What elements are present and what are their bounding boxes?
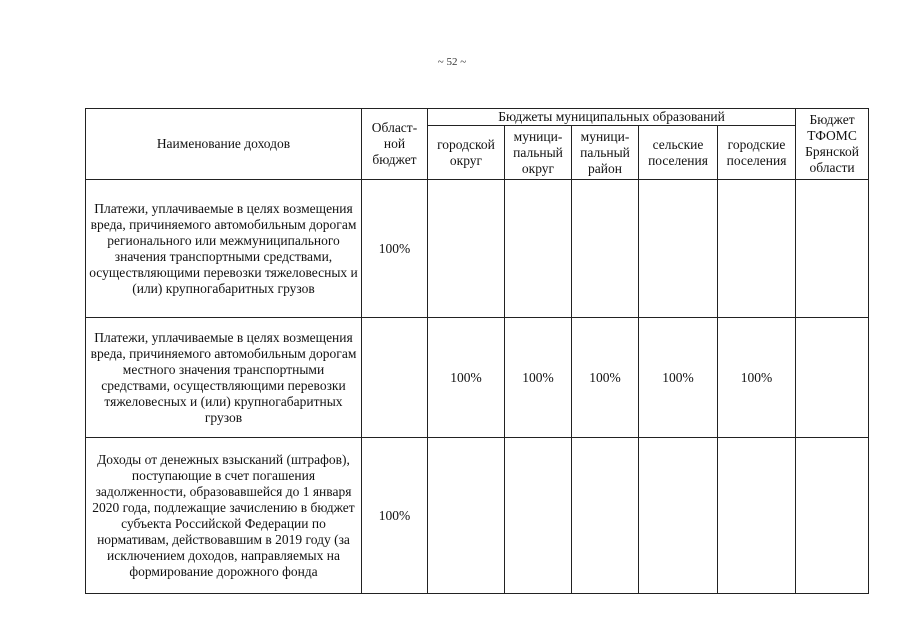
- municipal-district-share: 100%: [505, 318, 572, 438]
- income-name: Доходы от денежных взысканий (штрафов), поступающие в счет погашения задолженности, образовавшейся до 1 января 2020 года, подлежащие зачислению в бюджет субъекта Российской Федерации по нормативам, действовавшим в 2019 году (за исключением доходов, направляемых на формирование дорожного фонда: [86, 438, 362, 594]
- table-row: [86, 318, 869, 438]
- income-name: Платежи, уплачиваемые в целях возмещения вреда, причиняемого автомобильным дорогам регионального или межмуниципального значения транспортными средствами, осуществляющими перевозки тяжеловесных и (или) крупногабаритных грузов: [86, 180, 362, 318]
- urban-share: 100%: [718, 318, 796, 438]
- header-tfoms: Бюджет ТФОМС Брянской области: [796, 109, 869, 180]
- regional-share: 100%: [362, 438, 428, 594]
- header-rural: сельские поселения: [639, 126, 718, 180]
- municipal-raion-share: 100%: [572, 318, 639, 438]
- municipal-district-share: [505, 438, 572, 594]
- city-district-share: [428, 180, 505, 318]
- rural-share: [639, 180, 718, 318]
- tfoms-share: [796, 180, 869, 318]
- table-row: [86, 438, 869, 594]
- table-row: [86, 180, 869, 318]
- regional-share: [362, 318, 428, 438]
- urban-share: [718, 180, 796, 318]
- header-municipal-district: муници-пальный округ: [505, 126, 572, 180]
- city-district-share: 100%: [428, 318, 505, 438]
- page-number: ~ 52 ~: [437, 56, 467, 68]
- header-municipal-raion: муници-пальный район: [572, 126, 639, 180]
- tfoms-share: [796, 438, 869, 594]
- urban-share: [718, 438, 796, 594]
- municipal-district-share: [505, 180, 572, 318]
- header-urban: городские поселения: [718, 126, 796, 180]
- revenue-distribution-table: [85, 108, 869, 594]
- header-city-district: городской округ: [428, 126, 505, 180]
- rural-share: [639, 438, 718, 594]
- city-district-share: [428, 438, 505, 594]
- municipal-raion-share: [572, 438, 639, 594]
- header-municipal-group: Бюджеты муниципальных образований: [428, 109, 796, 126]
- income-name: Платежи, уплачиваемые в целях возмещения вреда, причиняемого автомобильным дорогам местного значения транспортными средствами, осуществляющими перевозки тяжеловесных и (или) крупногабаритных грузов: [86, 318, 362, 438]
- tfoms-share: [796, 318, 869, 438]
- municipal-raion-share: [572, 180, 639, 318]
- header-name: Наименование доходов: [86, 109, 362, 180]
- rural-share: 100%: [639, 318, 718, 438]
- header-regional: Област-ной бюджет: [362, 109, 428, 180]
- regional-share: 100%: [362, 180, 428, 318]
